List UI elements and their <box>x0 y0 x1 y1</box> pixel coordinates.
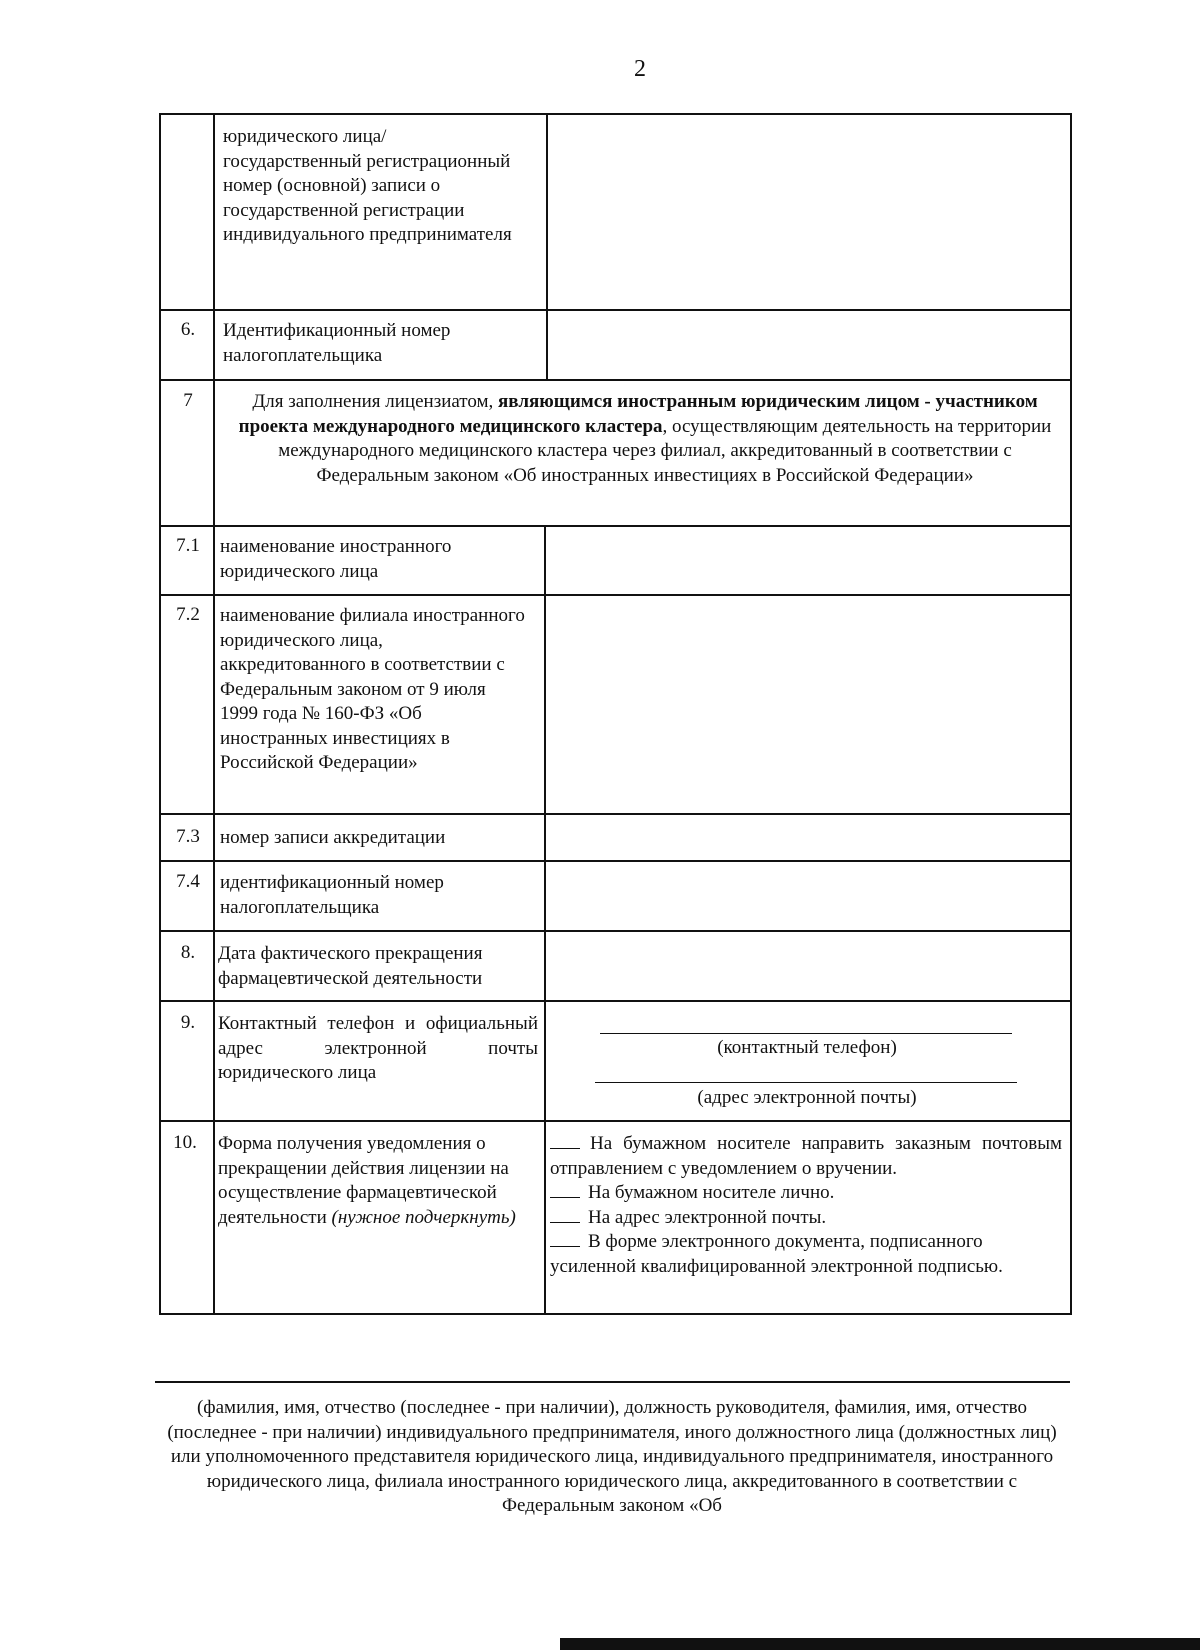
row-9-number: 9. <box>180 1012 196 1033</box>
phone-line <box>600 1033 1012 1034</box>
row-7-4-label: идентификационный номер налогоплательщика <box>220 872 444 918</box>
row-7-heading <box>230 390 1060 488</box>
row-7-text-bold: являющимся иностранным юридическим лицом - участником проекта международного медицинского кластера <box>238 391 1038 437</box>
row-9-label: Контактный телефон и официальный адрес электронной почты юридического лица <box>218 1013 538 1083</box>
row-6-label: Идентификационный номер налогоплательщика <box>223 320 451 366</box>
row-10-number: 10. <box>173 1132 197 1153</box>
row-7-1-number: 7.1 <box>176 535 200 556</box>
row-7-text-a: Для заполнения лицензиатом, <box>252 391 499 412</box>
row-10-label-italic: (нужное подчеркнуть) <box>331 1206 516 1228</box>
row-5-label: юридического лица/государственный регистрационный номер (основной) записи о государственной регистрации индивидуального предпринимателя <box>223 126 512 245</box>
page-number: 2 <box>634 56 646 82</box>
option-electronic-document[interactable]: В форме электронного документа, подписанного усиленной квалифицированной электронной подписью. <box>550 1231 1003 1277</box>
phone-caption: (контактный телефон) <box>717 1037 897 1058</box>
row-7-1-label: наименование иностранного юридического лица <box>220 536 452 582</box>
row-7-1-value[interactable] <box>546 527 1068 593</box>
row-10-label <box>218 1132 538 1230</box>
row-7-2-number: 7.2 <box>176 604 200 625</box>
row-7-3-value[interactable] <box>546 862 1068 929</box>
option-in-person[interactable]: На бумажном носителе лично. <box>550 1181 1062 1206</box>
email-caption: (адрес электронной почты) <box>697 1087 917 1108</box>
row-7-2-label: наименование филиала иностранного юридического лица, аккредитованного в соответствии с Федеральным законом от 9 июля 1999 года № 160-ФЗ «Об иностранных инвестициях в Российской Федерации» <box>220 605 525 773</box>
signature-line <box>155 1381 1070 1383</box>
row-7-text-b: , осуществляющим деятельность на территории международного медицинского кластера через филиал, аккредитованный в соответствии с Федеральным законом «Об иностранных инвестициях в Российской Федерации» <box>278 415 1052 486</box>
row-5-value[interactable] <box>548 115 1068 308</box>
option-mail[interactable]: На бумажном носителе направить заказным почтовым отправлением с уведомлением о вручении. <box>550 1133 1062 1179</box>
row-6-number: 6. <box>180 319 196 340</box>
row-7-4-number: 7.4 <box>176 871 200 892</box>
row-8-number: 8. <box>180 942 196 963</box>
row-8-value[interactable] <box>546 932 1068 999</box>
scan-edge <box>560 1638 1200 1650</box>
signature-caption: (фамилия, имя, отчество (последнее - при наличии), должность руководителя, фамилия, имя, отчество (последнее - при наличии) индивидуального предпринимателя, иного должностного лица (должностных лиц) или уполномоченного представителя юридического лица, индивидуального предпринимателя, иностранного юридического лица, филиала иностранного юридического лица, аккредитованного в соответствии с Федеральным законом «Об <box>167 1397 1057 1516</box>
row-7-number: 7 <box>183 390 193 411</box>
row-7-2-value[interactable] <box>546 596 1068 812</box>
email-line <box>595 1082 1017 1083</box>
row-7-3-number: 7.3 <box>176 826 200 847</box>
option-email[interactable]: На адрес электронной почты. <box>550 1206 1062 1231</box>
row-7-3-label: номер записи аккредитации <box>220 827 446 848</box>
delivery-options <box>550 1132 1062 1279</box>
row-10-label-text: Форма получения уведомления о прекращении действия лицензии на осуществление фармацевтической деятельности <box>218 1133 509 1228</box>
row-6-value[interactable] <box>548 311 1068 378</box>
row-8-label: Дата фактического прекращения фармацевтической деятельности <box>218 943 483 989</box>
